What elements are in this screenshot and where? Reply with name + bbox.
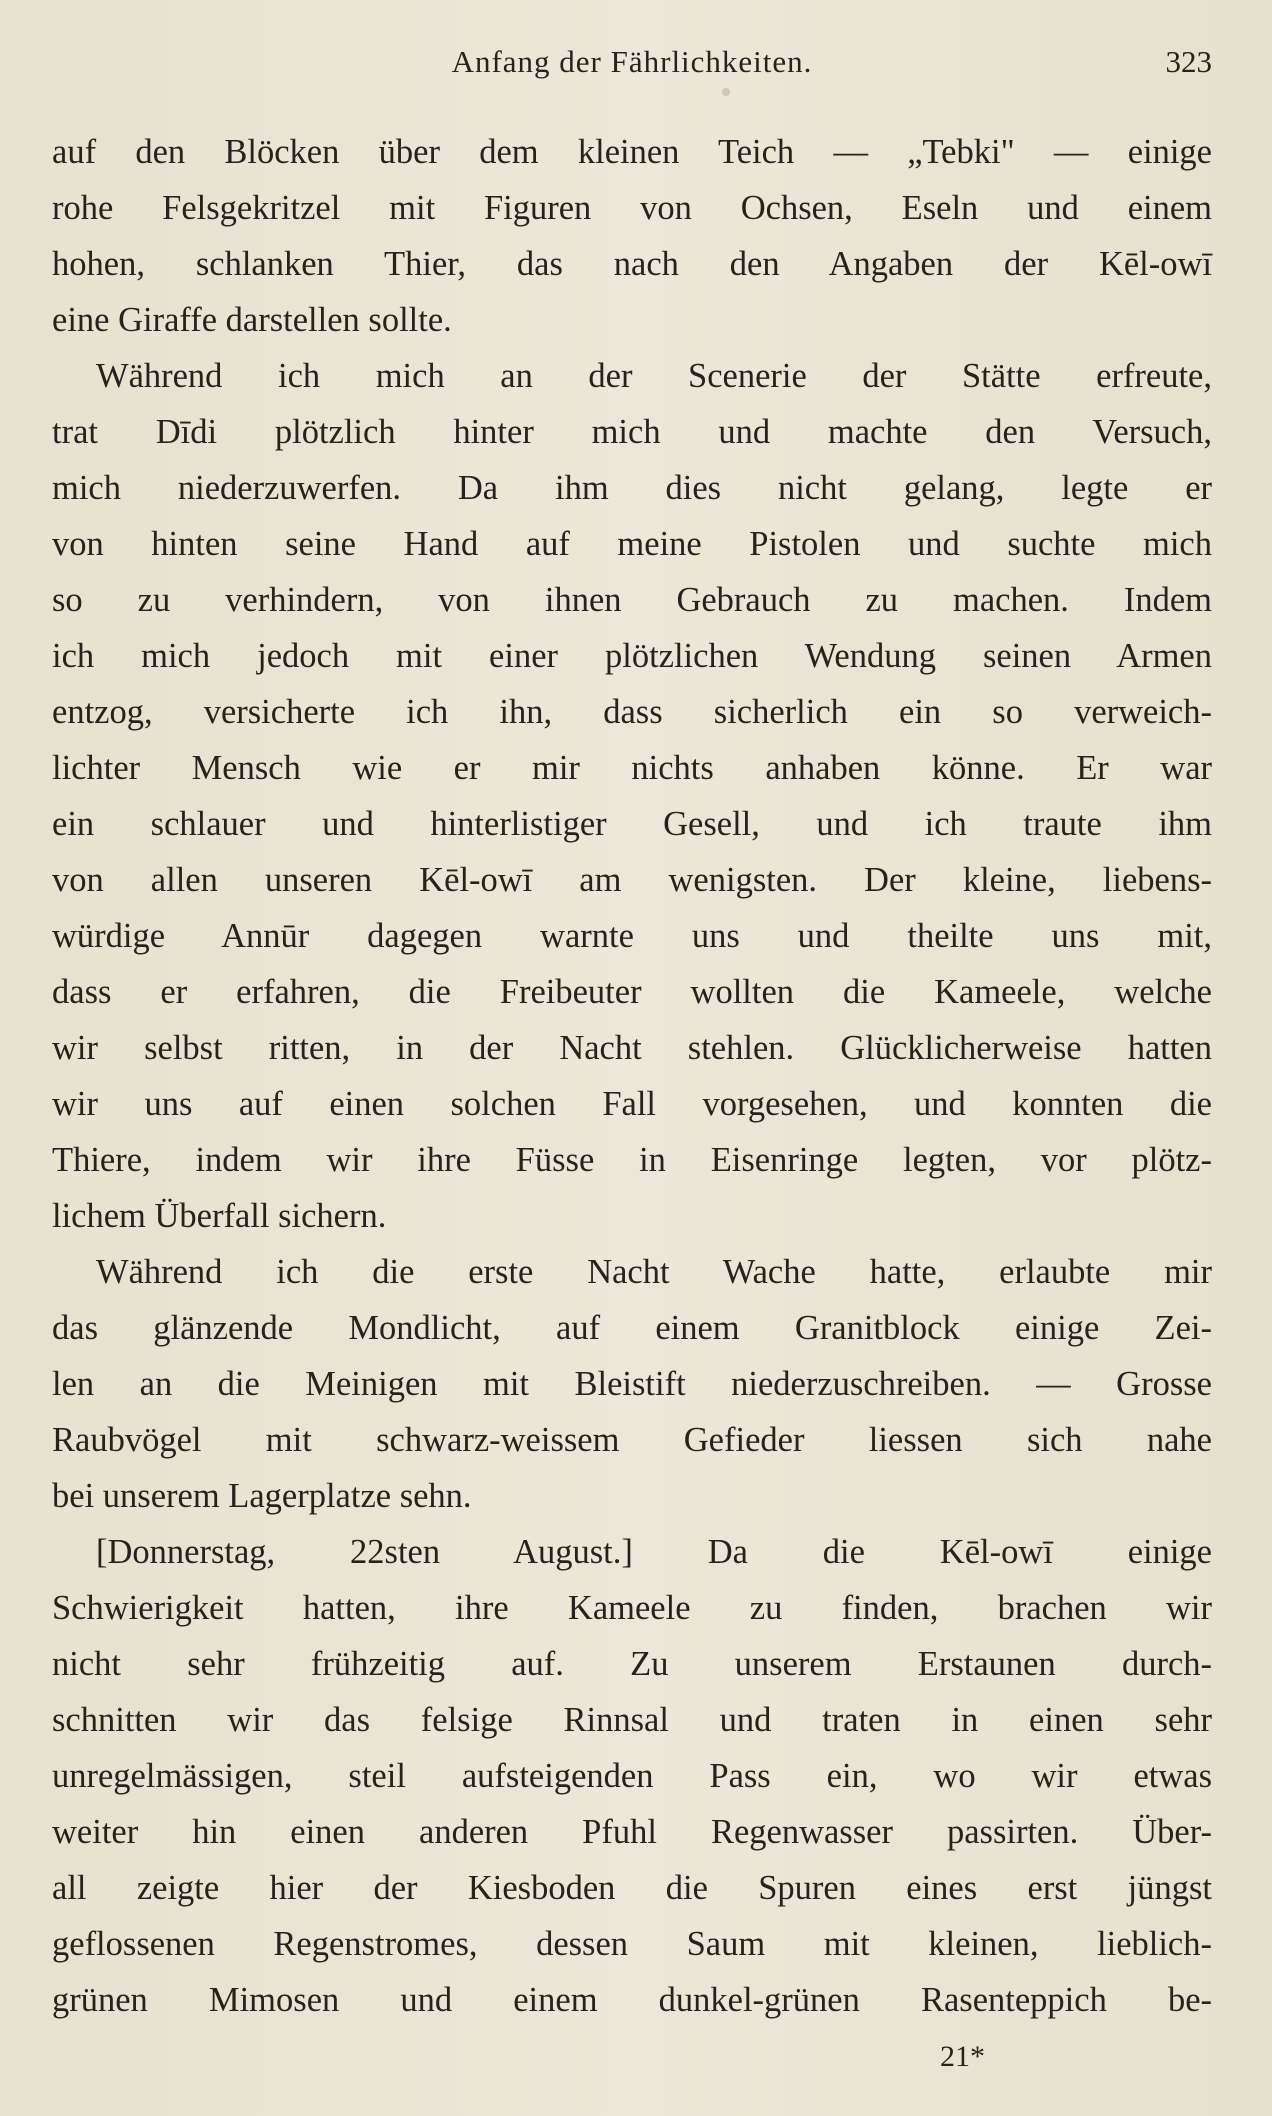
signature-mark: 21* bbox=[940, 2040, 985, 2073]
text-line: das glänzende Mondlicht, auf einem Granitblock einige Zei- bbox=[52, 1309, 1212, 1347]
text-line: eine Giraffe darstellen sollte. bbox=[52, 301, 452, 339]
text-line: wir selbst ritten, in der Nacht stehlen. Glücklicherweise hatten bbox=[52, 1029, 1212, 1067]
text-line: lichter Mensch wie er mir nichts anhaben könne. Er war bbox=[52, 749, 1212, 787]
text-line: grünen Mimosen und einem dunkel-grünen Rasenteppich be- bbox=[52, 1981, 1212, 2019]
page-number: 323 bbox=[1165, 44, 1212, 79]
text-line: weiter hin einen anderen Pfuhl Regenwasser passirten. Über- bbox=[52, 1813, 1212, 1851]
text-line: geflossenen Regenstromes, dessen Saum mit kleinen, lieblich- bbox=[52, 1925, 1212, 1963]
text-line: Raubvögel mit schwarz-weissem Gefieder liessen sich nahe bbox=[52, 1421, 1212, 1459]
text-line: Während ich die erste Nacht Wache hatte, erlaubte mir bbox=[96, 1253, 1212, 1291]
text-line: von allen unseren Kēl-owī am wenigsten. Der kleine, liebens- bbox=[52, 861, 1212, 899]
text-line: so zu verhindern, von ihnen Gebrauch zu machen. Indem bbox=[52, 581, 1212, 619]
body-text bbox=[52, 124, 1212, 2028]
text-line: ich mich jedoch mit einer plötzlichen Wendung seinen Armen bbox=[52, 637, 1212, 675]
text-line: würdige Annūr dagegen warnte uns und theilte uns mit, bbox=[52, 917, 1212, 955]
text-line: Thiere, indem wir ihre Füsse in Eisenringe legten, vor plötz- bbox=[52, 1141, 1212, 1179]
text-line: nicht sehr frühzeitig auf. Zu unserem Erstaunen durch- bbox=[52, 1645, 1212, 1683]
text-line: [Donnerstag, 22sten August.] Da die Kēl-owī einige bbox=[96, 1533, 1212, 1571]
text-line: mich niederzuwerfen. Da ihm dies nicht gelang, legte er bbox=[52, 469, 1212, 507]
text-line: trat Dīdi plötzlich hinter mich und machte den Versuch, bbox=[52, 413, 1212, 451]
text-line: wir uns auf einen solchen Fall vorgesehen, und konnten die bbox=[52, 1085, 1212, 1123]
text-line: bei unserem Lagerplatze sehn. bbox=[52, 1477, 472, 1515]
page-header bbox=[52, 44, 1212, 94]
text-line: hohen, schlanken Thier, das nach den Angaben der Kēl-owī bbox=[52, 245, 1212, 283]
text-line: unregelmässigen, steil aufsteigenden Pass ein, wo wir etwas bbox=[52, 1757, 1212, 1795]
text-line: entzog, versicherte ich ihn, dass sicherlich ein so verweich- bbox=[52, 693, 1212, 731]
text-line: auf den Blöcken über dem kleinen Teich — „Tebki" — einige bbox=[52, 133, 1212, 171]
text-line: schnitten wir das felsige Rinnsal und traten in einen sehr bbox=[52, 1701, 1212, 1739]
text-line: lichem Überfall sichern. bbox=[52, 1197, 387, 1235]
text-line: Schwierigkeit hatten, ihre Kameele zu finden, brachen wir bbox=[52, 1589, 1212, 1627]
text-line: all zeigte hier der Kiesboden die Spuren eines erst jüngst bbox=[52, 1869, 1212, 1907]
text-line: Während ich mich an der Scenerie der Stätte erfreute, bbox=[96, 357, 1212, 395]
text-line: von hinten seine Hand auf meine Pistolen und suchte mich bbox=[52, 525, 1212, 563]
text-line: dass er erfahren, die Freibeuter wollten die Kameele, welche bbox=[52, 973, 1212, 1011]
text-line: len an die Meinigen mit Bleistift niederzuschreiben. — Grosse bbox=[52, 1365, 1212, 1403]
running-title: Anfang der Fährlichkeiten. bbox=[451, 44, 813, 79]
text-line: ein schlauer und hinterlistiger Gesell, und ich traute ihm bbox=[52, 805, 1212, 843]
text-line: rohe Felsgekritzel mit Figuren von Ochsen, Eseln und einem bbox=[52, 189, 1212, 227]
